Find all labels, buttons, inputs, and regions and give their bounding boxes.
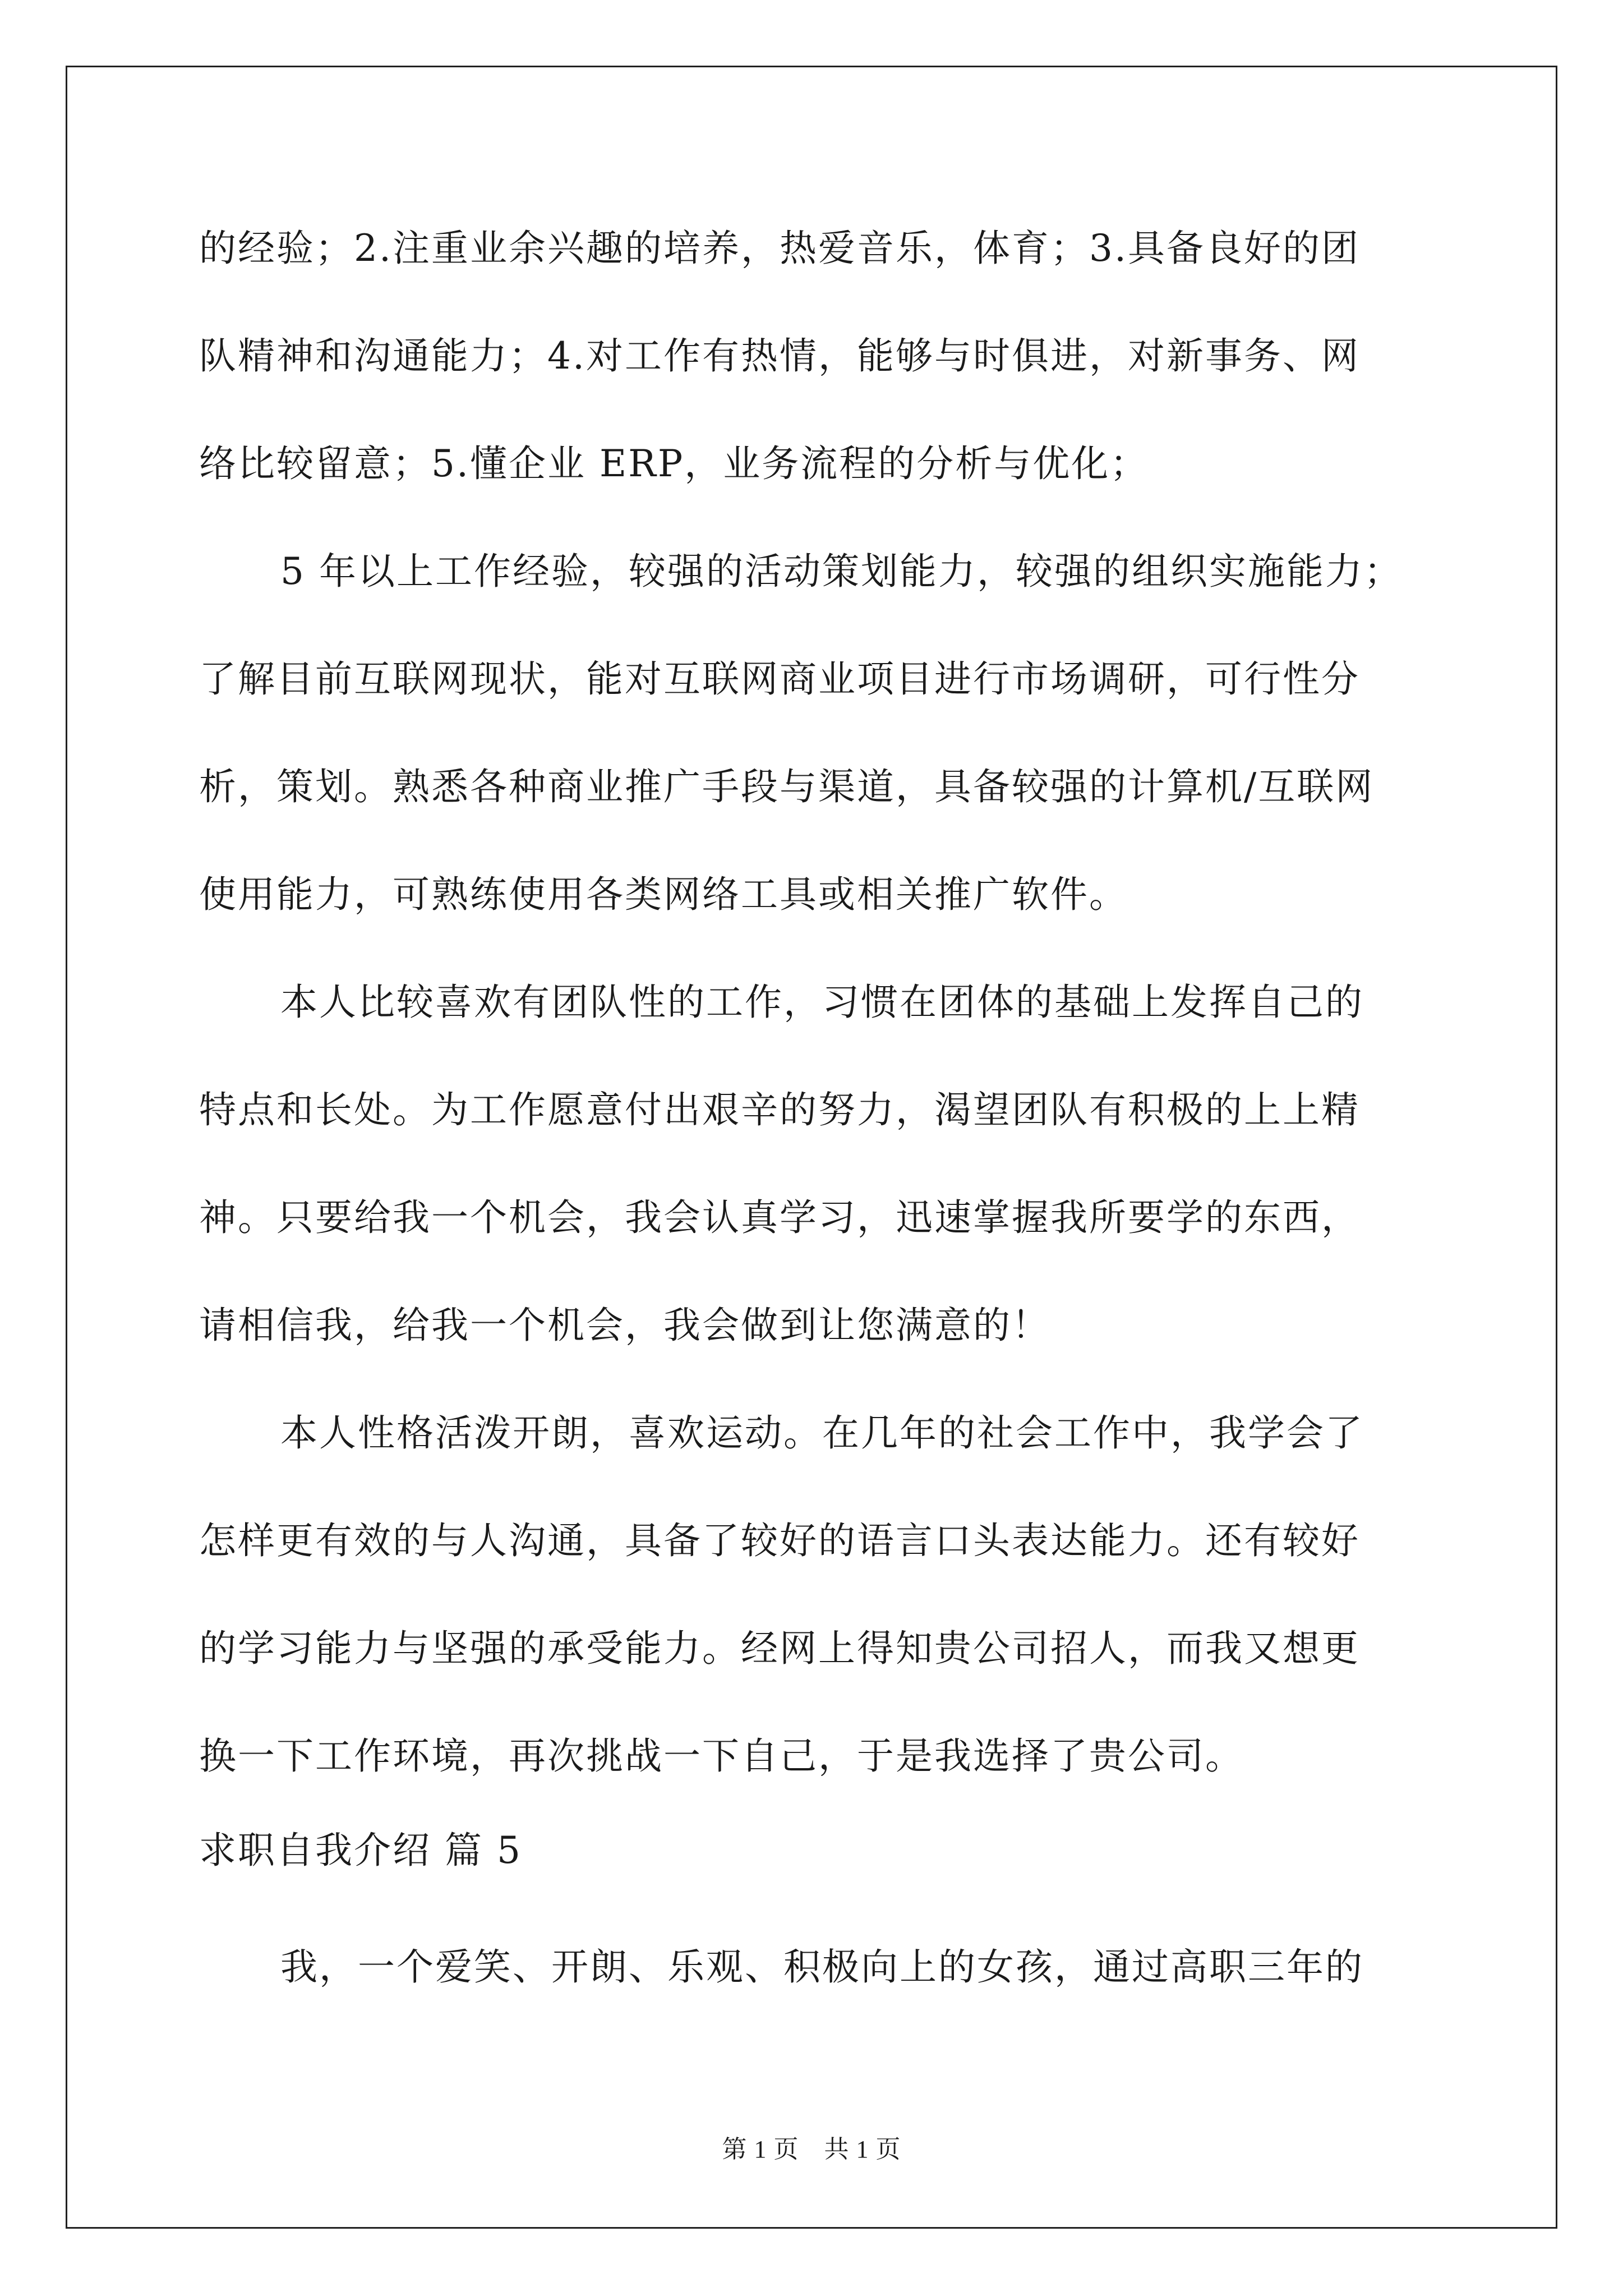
- text-line: 的学习能力与坚强的承受能力。经网上得知贵公司招人，而我又想更: [199, 1627, 1360, 1670]
- text-line: 5 年以上工作经验，较强的活动策划能力，较强的组织实施能力；: [280, 550, 1403, 593]
- section-heading: 求职自我介绍 篇 5: [199, 1829, 522, 1872]
- text-line: 特点和长处。为工作愿意付出艰辛的努力，渴望团队有积极的上上精: [199, 1088, 1360, 1131]
- text-line: 本人性格活泼开朗，喜欢运动。在几年的社会工作中，我学会了: [280, 1411, 1364, 1455]
- text-line: 络比较留意；5.懂企业 ERP，业务流程的分析与优化；: [199, 442, 1149, 485]
- text-line: 本人比较喜欢有团队性的工作，习惯在团体的基础上发挥自己的: [280, 981, 1364, 1024]
- text-line: 使用能力，可熟练使用各类网络工具或相关推广软件。: [199, 873, 1128, 916]
- text-line: 队精神和沟通能力；4.对工作有热情，能够与时俱进，对新事务、网: [199, 334, 1360, 378]
- text-line: 了解目前互联网现状，能对互联网商业项目进行市场调研，可行性分: [199, 657, 1360, 701]
- paragraph-4: [199, 1406, 1364, 1837]
- text-line: 神。只要给我一个机会，我会认真学习，迅速掌握我所要学的东西，: [199, 1196, 1360, 1239]
- text-line: 请相信我，给我一个机会，我会做到让您满意的！: [199, 1304, 1050, 1347]
- paragraph-5: [199, 1940, 1364, 2048]
- page-number: 第 1 页 共 1 页: [722, 2136, 901, 2163]
- text-line: 我，一个爱笑、开朗、乐观、积极向上的女孩，通过高职三年的: [280, 1945, 1364, 1989]
- text-line: 怎样更有效的与人沟通，具备了较好的语言口头表达能力。还有较好: [199, 1519, 1360, 1562]
- text-line: 换一下工作环境，再次挑战一下自己，于是我选择了贵公司。: [199, 1734, 1244, 1778]
- paragraph-1: [199, 222, 1360, 545]
- paragraph-2: [199, 545, 1403, 976]
- text-line: 析，策划。熟悉各种商业推广手段与渠道，具备较强的计算机/互联网: [199, 765, 1375, 808]
- paragraph-3: [199, 976, 1364, 1406]
- text-line: 的经验；2.注重业余兴趣的培养，热爱音乐，体育；3.具备良好的团: [199, 227, 1360, 270]
